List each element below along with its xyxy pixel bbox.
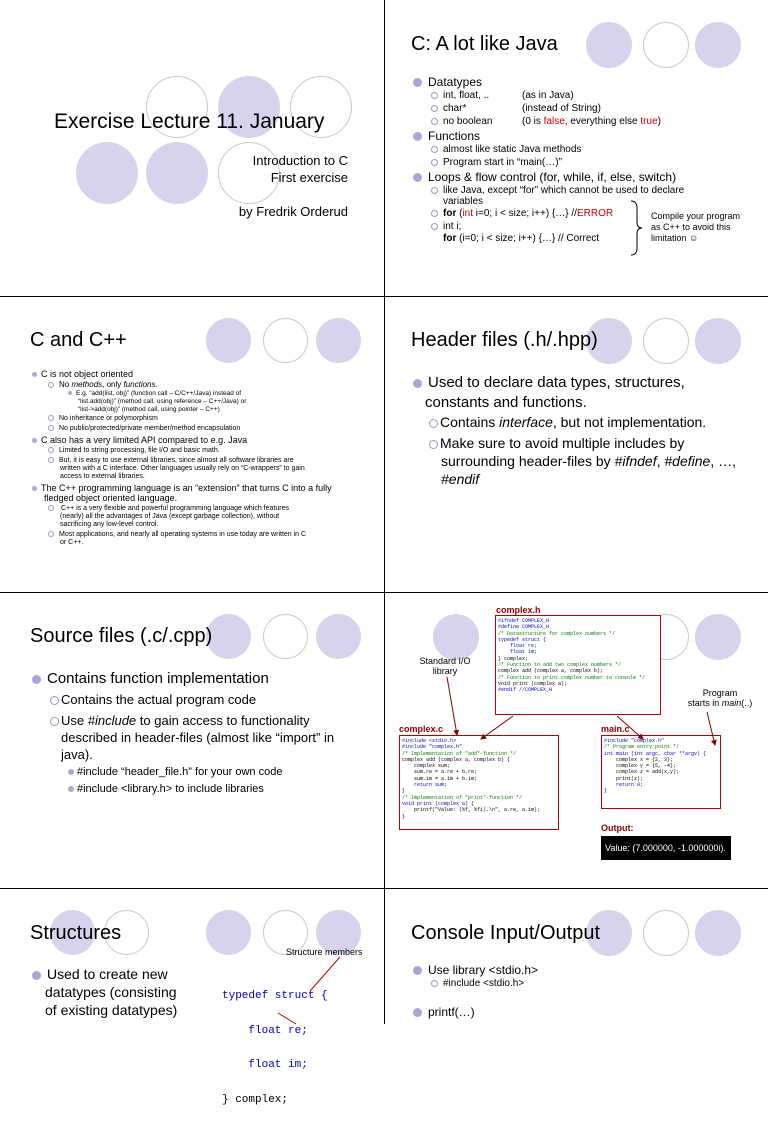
bullet-text: Program start in “main(…)”	[443, 157, 562, 168]
arrow	[447, 677, 457, 735]
code-line: typedef struct {	[498, 636, 547, 643]
text: (0 is	[522, 116, 544, 127]
code-line	[443, 233, 599, 244]
slide-title-text: C and C++	[30, 329, 127, 351]
bullet-ring-icon	[431, 118, 438, 125]
text: , only	[102, 380, 124, 389]
text: #include	[87, 713, 137, 728]
code-line: }	[604, 788, 608, 795]
bullet-dot-icon	[68, 786, 74, 792]
bullet-dot-icon	[413, 173, 422, 182]
text: , but not implementation.	[552, 414, 707, 430]
annot-line: Standard I/O	[419, 656, 471, 666]
arrow	[278, 1013, 296, 1024]
text: to gain access to functionality	[136, 713, 310, 728]
code-line: complex z = add(x,y);	[604, 769, 680, 776]
keyword: for	[443, 208, 457, 219]
bullet-text: But, it is easy to use external libraries, since almost all software libraries are	[59, 457, 294, 464]
code-line: typedef struct {	[222, 990, 328, 1002]
text: i=0; i < size; i++) {…} //	[473, 208, 577, 219]
text: (	[456, 208, 463, 219]
code-line: /* Datastructure for complex numbers */	[498, 630, 616, 637]
arrow	[707, 712, 715, 745]
file-label-main-c: main.c	[601, 724, 630, 734]
code-line: /* Implementation of "print"-function */	[402, 794, 523, 801]
code-line: void print (complex a);	[498, 680, 568, 687]
text: starts in	[687, 698, 722, 708]
bullet-ring-icon	[431, 146, 438, 153]
keyword: for	[443, 233, 457, 244]
bullet-ring-icon	[431, 187, 438, 194]
code-line: } complex;	[222, 1093, 289, 1106]
bullet-ring-icon	[48, 457, 54, 463]
decor-circle	[263, 318, 308, 363]
file-label-complex-h: complex.h	[496, 605, 541, 615]
code-line: return sum;	[402, 782, 448, 789]
bullet-dot-icon	[68, 769, 74, 775]
sub-sub-bullet	[68, 390, 241, 397]
dt-left: int, float, ..	[443, 90, 490, 101]
sub-bullet	[429, 414, 706, 430]
slide-title-text: Exercise Lecture 11. January	[54, 110, 325, 133]
bullet-ring-icon	[431, 159, 438, 166]
bullet	[413, 129, 480, 143]
slide-title-text: Structures	[30, 922, 122, 944]
text: surrounding header-files by	[441, 453, 615, 469]
bullet-text: printf(…)	[428, 1005, 475, 1019]
bullet-ring-icon	[50, 717, 59, 726]
slide-structures	[0, 889, 384, 1106]
code-line: void print (complex a) {	[402, 800, 475, 807]
bullet-text: like Java, except “for” which cannot be used to declare	[443, 185, 685, 196]
sub-bullet	[50, 712, 334, 763]
bullet-text: No inheritance or polymorphism	[59, 415, 158, 422]
text: described in header-files (almost like “import” in	[61, 730, 335, 745]
code-line: #include <stdio.h>	[402, 738, 457, 744]
code-line: /* Function to add two complex numbers */	[498, 662, 622, 669]
sub-bullet	[429, 434, 736, 488]
bullet-text: Limited to string processing, file I/O and basic math.	[59, 447, 220, 454]
dt-right	[522, 116, 661, 127]
code-line: /* Program entry point */	[604, 744, 680, 751]
bullet	[413, 1005, 475, 1019]
bullet-ring-icon	[48, 505, 54, 511]
note-line: Compile your program	[651, 211, 741, 221]
text: )	[657, 116, 661, 127]
code-line: float im;	[222, 1059, 308, 1071]
structure-members-label: Structure members	[286, 947, 363, 957]
sub-sub-bullet	[68, 783, 264, 795]
bullet-text: Functions	[428, 129, 481, 143]
code-line: #include "complex.h"	[604, 738, 665, 744]
code-line: float re;	[222, 1024, 308, 1037]
file-label-complex-c: complex.c	[399, 724, 444, 734]
sub-bullet	[431, 144, 581, 155]
text: Use	[61, 713, 88, 728]
bullet-text: Use library <stdio.h>	[428, 963, 539, 977]
subtitle-line: First exercise	[270, 170, 348, 185]
bullet-dot-icon	[32, 675, 41, 684]
bullet-dot-icon	[413, 78, 422, 87]
bullet-dot-icon	[413, 379, 422, 388]
bullet-text-cont: datatypes (consisting	[45, 984, 177, 1000]
bullet-ring-icon	[429, 419, 438, 428]
bullet-ring-icon	[431, 980, 438, 987]
sub-bullet	[431, 221, 461, 232]
bullet-ring-icon	[429, 440, 438, 449]
text: Contains	[440, 414, 500, 430]
sub-bullet	[48, 505, 289, 512]
bullet	[32, 483, 332, 493]
sub-bullet	[431, 208, 613, 219]
bullet	[32, 369, 133, 379]
bullet-text: Used to declare data types, structures,	[428, 374, 685, 391]
arrow	[617, 716, 643, 739]
text: (..)	[741, 698, 753, 708]
bullet-text-cont: (nearly) all the advantages of Java (except garbage collection), without	[60, 513, 280, 520]
bullet-text: Datatypes	[428, 75, 483, 89]
dt-left: char*	[443, 103, 467, 114]
decor-circle	[643, 22, 689, 68]
slide-header-files	[385, 297, 768, 592]
bullet-text: almost like static Java methods	[443, 144, 582, 155]
text: java).	[61, 747, 93, 762]
slide-title-text: Source files (.c/.cpp)	[30, 625, 213, 647]
bullet-text: No public/protected/private member/method encapsulation	[59, 425, 241, 432]
decor-circle	[316, 614, 361, 659]
bullet-text: #include <stdio.h>	[443, 978, 525, 989]
bullet-text: C also has a very limited API compared to e.g. Java	[41, 435, 248, 445]
code-line: print(z);	[604, 775, 644, 782]
dt-right: (as in Java)	[522, 90, 574, 101]
sub-bullet	[50, 692, 256, 707]
bullet-dot-icon	[68, 391, 72, 395]
bullet-text: #include “header_file.h” for your own code	[77, 766, 283, 778]
bullet	[32, 435, 247, 445]
text: int i;	[443, 221, 462, 232]
code-line: complex sum;	[402, 763, 451, 770]
code-line: #define COMPLEX_H	[498, 624, 550, 631]
text: interface	[499, 414, 553, 430]
slide-console-io	[385, 889, 768, 1024]
sub-bullet	[431, 978, 524, 989]
bullet-text: #include <library.h> to include libraries	[77, 783, 264, 795]
text: , everything else	[564, 116, 641, 127]
text: #define	[664, 453, 711, 469]
sub-bullet	[48, 380, 158, 389]
decor-circle	[206, 614, 251, 659]
decor-circle	[206, 318, 251, 363]
annot-line: library	[432, 666, 458, 676]
bullet-dot-icon	[413, 132, 422, 141]
bullet-ring-icon	[431, 210, 438, 217]
text: (i=0; i < size; i++) {…} // Correct	[456, 233, 600, 244]
text: Make sure to avoid multiple includes by	[440, 435, 685, 451]
sub-bullet	[48, 425, 240, 432]
slide-title-text: C: A lot like Java	[411, 33, 558, 55]
bullet-dot-icon	[413, 966, 422, 975]
code-line: float im;	[498, 649, 538, 656]
bullet-ring-icon	[48, 447, 54, 453]
bullet-dot-icon	[413, 1008, 422, 1017]
output-label: Output:	[601, 823, 634, 833]
code-line: complex x = {2, 3};	[604, 756, 674, 763]
sub-bullet	[431, 185, 684, 196]
text: No	[59, 380, 72, 389]
code-line: /* Implementation of "add"-function */	[402, 750, 517, 757]
slide-title	[0, 0, 384, 296]
code-line: float re;	[498, 643, 538, 650]
decor-circle	[643, 318, 689, 364]
code-line: complex add (complex a, complex b);	[498, 668, 604, 675]
code-line: }	[402, 788, 406, 795]
code-line: printf("Value: (%f, %fi).\n", a.re, a.im);	[402, 807, 541, 814]
code-line: } complex;	[498, 655, 529, 662]
bullet-text-cont: constants and functions.	[425, 394, 587, 411]
bullet-text: Used to create new	[47, 966, 168, 982]
bullet-text-cont: fledged object oriented language.	[44, 493, 178, 503]
bullet-text: Most applications, and nearly all operating systems in use today are written in C	[59, 531, 307, 538]
compile-note	[651, 211, 740, 244]
bullet	[413, 170, 676, 184]
slide-c-and-cpp	[0, 297, 384, 592]
bullet-text: Loops & flow control (for, while, if, else, switch)	[428, 170, 677, 184]
bullet-text: Contains the actual program code	[61, 692, 257, 707]
output-box: Value: (7.000000, -1.000000i).	[601, 836, 731, 860]
sub-bullet	[48, 415, 158, 422]
code-line: #ifndef COMPLEX_H	[498, 618, 550, 624]
dt-right: (instead of String)	[522, 103, 601, 114]
bullet-text-cont: sacrificing any low-level control.	[60, 521, 159, 528]
code-line: complex add (complex a, complex b) {	[402, 756, 511, 763]
bullet-text-cont: variables	[443, 196, 484, 207]
bullet-text-cont: “list->add(obj)” (method call, using pointer – C++)	[78, 406, 220, 413]
arrows	[0, 889, 384, 1024]
code-line: sum.im = a.im + b.im;	[402, 775, 478, 782]
slide-title-text: Header files (.h/.hpp)	[411, 329, 598, 351]
decor-circle	[695, 318, 741, 364]
slide-title-text: Console Input/Output	[411, 922, 601, 944]
arrow	[310, 957, 340, 991]
bullet-text-cont: of existing datatypes)	[45, 1002, 178, 1018]
annot-line: Program	[702, 688, 738, 698]
text-int: int	[462, 208, 474, 219]
code-line: complex y = {5, -4};	[604, 763, 677, 770]
text: functions	[123, 380, 156, 389]
slide-code-example	[385, 593, 768, 888]
bullet-dot-icon	[32, 438, 37, 443]
bullet	[413, 963, 538, 977]
code-line: #endif //COMPLEX_H	[498, 687, 553, 694]
text: .	[155, 380, 158, 389]
author: by Fredrik Orderud	[238, 204, 348, 219]
decor-circle	[263, 614, 308, 659]
decor-circle	[76, 142, 138, 204]
bullet-ring-icon	[50, 696, 59, 705]
bullet-ring-icon	[431, 223, 438, 230]
code-line: }	[402, 813, 406, 820]
bullet-text: C is not object oriented	[41, 369, 134, 379]
bullet-text-cont: or C++.	[60, 539, 84, 546]
subtitle-line: Introduction to C	[252, 153, 348, 168]
brace-icon	[629, 200, 643, 256]
bullet-text: C++ is a very flexible and powerful programming language which features	[59, 505, 289, 512]
text: methods	[71, 380, 103, 389]
sub-bullet	[431, 90, 489, 101]
decor-circle	[146, 142, 208, 204]
bullet-ring-icon	[48, 531, 54, 537]
bullet-dot-icon	[32, 372, 37, 377]
bullet	[413, 75, 482, 89]
bullet-ring-icon	[48, 425, 54, 431]
sub-bullet	[48, 457, 294, 464]
bullet	[413, 373, 685, 413]
bullet-ring-icon	[48, 382, 54, 388]
code-line: int main (int argc, char **argv) {	[604, 750, 707, 757]
slide-subtitle	[253, 152, 348, 186]
bullet-ring-icon	[48, 415, 54, 421]
decor-circle	[695, 910, 741, 956]
code-line: /* Function to print complex number to console */	[498, 674, 646, 681]
bullet-text-cont: “list.add(obj)” (method call, using reference – C++/Java) or	[78, 398, 247, 405]
decor-circle	[695, 22, 741, 68]
bullet-ring-icon	[431, 92, 438, 99]
sub-bullet	[431, 157, 562, 168]
bullet	[32, 670, 269, 687]
decor-circle	[316, 318, 361, 363]
bullet-ring-icon	[431, 105, 438, 112]
dt-left: no boolean	[443, 116, 493, 127]
text: #endif	[441, 471, 480, 487]
text-false: false	[543, 116, 565, 127]
note-line: as C++ to avoid this	[651, 222, 731, 232]
text: #ifndef	[614, 453, 657, 469]
text-true: true	[640, 116, 658, 127]
bullet-text: Contains function implementation	[47, 670, 269, 687]
arrow	[481, 716, 513, 739]
slide-c-like-java	[385, 0, 768, 296]
sub-bullet	[48, 531, 306, 538]
code-line: return 0;	[604, 782, 644, 789]
bullet-text-cont: written with a C interface. Other languages usually rely on “C-wrappers” to gain	[60, 465, 305, 472]
text-error: ERROR	[576, 208, 614, 219]
code-line: sum.re = a.re + b.re;	[402, 769, 478, 776]
sub-bullet	[431, 103, 466, 114]
text: ,	[656, 453, 665, 469]
sub-bullet	[48, 447, 220, 454]
slide-source-files	[0, 593, 384, 888]
text: , …,	[710, 453, 736, 469]
bullet-text-cont: access to external libraries.	[60, 473, 145, 480]
bullet-text: E.g. “add(list, obj)” (function call – C/C++/Java) instead of	[76, 390, 242, 397]
text: main	[721, 698, 742, 708]
sub-sub-bullet	[68, 766, 282, 778]
decor-circle	[586, 22, 632, 68]
bullet-dot-icon	[32, 486, 37, 491]
note-line: limitation ☺	[651, 233, 699, 243]
code-line: #include "complex.h"	[402, 744, 463, 751]
sub-bullet	[431, 116, 493, 127]
decor-circle	[643, 910, 689, 956]
bullet-text: The C++ programming language is an “extension” that turns C into a fully	[41, 483, 332, 493]
